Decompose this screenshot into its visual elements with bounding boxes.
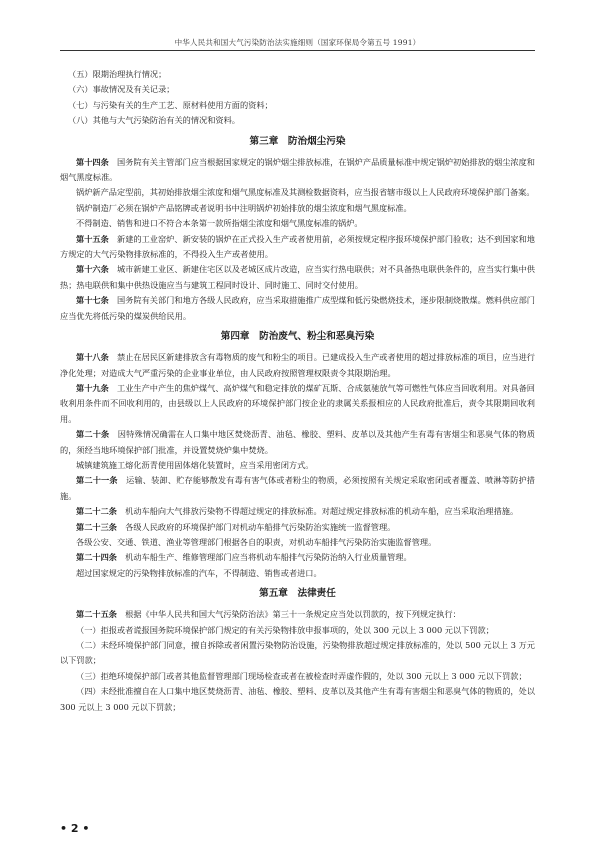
paragraph: 各级公安、交通、铁道、渔业等管理部门根据各自的职责，对机动车船排气污染防治实施监督管理。 [76,536,437,547]
article-number: 第二十五条 [76,609,117,620]
article-number: 第十八条 [76,352,109,363]
paragraph: 锅炉新产品定型前，其初始排放烟尘浓度和烟气黑度标准及其测检数据资料，应当报省辖市级以上人民政府环境保护部门备案。 [76,187,535,198]
list-item: （八）其他与大气污染防治有关的情况和资料。 [68,115,240,126]
article-text: 国务院有关主管部门应当根据国家规定的锅炉烟尘排放标准，在锅炉产品质量标准中规定锅炉初始排放的烟尘浓度和烟气黑度标准。 [60,156,535,183]
list-item: （五）限期治理执行情况； [68,69,167,79]
article-23 [60,520,535,535]
penalty-item: （一）拒报或者谎报国务院环境保护部门规定的有关污染物排放申报事项的，处以 300 元以上 3 000 元以下罚款； [76,624,494,635]
list-item: （六）事故情况及有关记录； [68,84,175,95]
article-text: 禁止在居民区新建排放含有毒物质的废气和粉尘的项目。已建成投入生产或者使用的超过排放标准的项目，应当进行净化处理；对造成大气严重污染的企业事业单位，由人民政府按照管理权限责令其限期治理。 [60,352,535,378]
article-text: 根据《中华人民共和国大气污染防治法》第三十一条规定应当处以罚款的，按下列规定执行： [125,609,461,620]
paragraph: 不得制造、销售和进口不符合本条第一款所指烟尘浓度和烟气黑度标准的锅炉。 [76,218,363,229]
article-number: 第十六条 [76,264,109,275]
article-number: 第二十条 [76,429,110,440]
article-text: 机动车船生产、维修管理部门应当将机动车船排气污染防治纳入行业质量管理。 [125,552,412,563]
article-text: 城市新建工业区、新建住宅区以及老城区成片改造，应当实行热电联供；对不具备热电联供条件的，应当实行集中供热；热电联供和集中供热设施应当与建筑工程同时设计、同时施工、同时交付使用。 [60,264,535,290]
running-header: 中华人民共和国大气污染防治法实施细则（国家环保局令第五号 1991） [174,38,421,47]
chapter-3-title: 第三章 防治烟尘污染 [249,135,346,147]
penalty-item: （四）未经批准擅自在人口集中地区焚烧沥青、油毡、橡胶、塑料、皮革以及其他产生有毒有害烟尘和恶臭气体的物质的，处以 300 元以上 3 000 元以下罚款； [60,686,535,712]
article-number: 第二十四条 [76,552,117,563]
article-number: 第二十一条 [76,475,118,486]
paragraph: 锅炉制造厂必须在锅炉产品铭牌或者说明书中注明锅炉初始排放的烟尘浓度和烟气黑度标准。 [76,202,412,213]
header-rule [60,50,535,51]
article-17 [60,293,535,324]
article-text: 各级人民政府的环境保护部门对机动车船排气污染防治实施统一监督管理。 [125,521,396,532]
penalty-item: （三）拒绝环境保护部门或者其他监督管理部门现场检查或者在被检查时弄虚作假的，处以 300 元以上 3 000 元以下罚款； [76,670,527,681]
article-text: 运输、装卸、贮存能够散发有毒有害气体或者粉尘的物质，必须按照有关规定采取密闭或者覆盖、喷淋等防护措施。 [60,475,535,501]
article-14 [60,155,535,186]
chapter-5-title: 第五章 法律责任 [259,588,336,600]
article-number: 第十七条 [76,295,109,306]
article-24 [60,550,535,565]
paragraph: 超过国家规定的污染物排放标准的汽车，不得制造、销售或者进口。 [76,567,322,578]
article-text: 新建的工业窑炉、新安装的锅炉在正式投入生产或者使用前，必须按规定程序报环境保护部门验收；达不到国家和地方规定的大气污染物排放标准的，不得投入生产或者使用。 [60,233,535,260]
article-15 [60,232,535,263]
article-21 [60,473,535,504]
article-text: 机动车船向大气排放污染物不得超过规定的排放标准。对超过规定排放标准的机动车船，应当采取治理措施。 [125,506,519,517]
article-20 [60,427,535,458]
article-18 [60,350,535,381]
article-number: 第二十三条 [76,521,117,532]
article-text: 因特殊情况确需在人口集中地区焚烧沥青、油毡、橡胶、塑料、皮革以及其他产生有毒有害烟尘和恶臭气体的物质的，须经当地环境保护部门批准，并设置焚烧炉集中焚烧。 [60,429,535,455]
list-item: （七）与污染有关的生产工艺、原材料使用方面的资料； [68,99,273,110]
article-22 [60,504,535,519]
page-number: • 2 • [60,822,90,835]
article-number: 第十九条 [76,382,109,393]
paragraph: 城镇建筑施工熔化沥青使用固体熔化装置时，应当采用密闭方式。 [76,459,314,470]
article-25 [60,607,535,622]
article-number: 第十四条 [76,156,109,167]
penalty-item: （二）未经环境保护部门同意，擅自拆除或者闲置污染物防治设施，污染物排放超过规定排放标准的，处以 500 元以上 3 万元以下罚款； [60,640,535,666]
article-16 [60,262,535,293]
chapter-4-title: 第四章 防治废气、粉尘和恶臭污染 [220,331,375,343]
article-19 [60,381,535,427]
article-number: 第十五条 [76,233,109,244]
page-body [60,67,535,715]
article-number: 第二十二条 [76,506,117,517]
article-text: 工业生产中产生的焦炉煤气、高炉煤气和稳定排放的煤矿瓦斯、合成氨驰放气等可燃性气体应当回收利用。对具备回收利用条件而不回收利用的，由县级以上人民政府的环境保护部门按企业的隶属关系报相应的人民政府批准后，责令其限期回收利用。 [60,382,535,424]
article-text: 国务院有关部门和地方各级人民政府，应当采取措施推广成型煤和低污染燃烧技术，逐步限制烧散煤。燃料供应部门应当优先将低污染的煤炭供给民用。 [60,295,535,321]
